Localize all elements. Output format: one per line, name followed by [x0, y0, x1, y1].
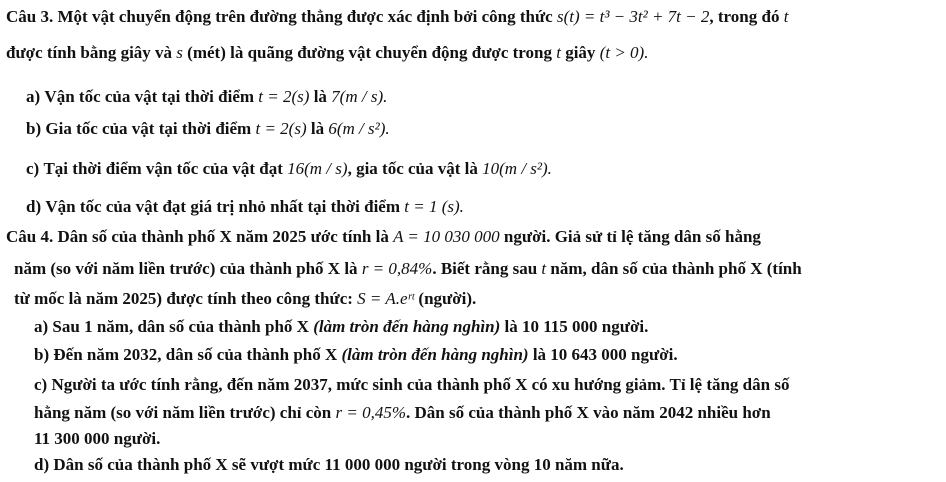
q3-item-label: c) [26, 159, 40, 178]
q3-item-mid: là [310, 119, 325, 138]
q3-condition: (t > 0). [599, 43, 649, 62]
q4-a-text2: là 10 115 000 người. [504, 317, 649, 336]
q3-item-a [26, 86, 387, 108]
q3-item-time: t = 2(s) [258, 87, 310, 106]
q4-formula: S = A.eʳᵗ [357, 289, 415, 308]
q3-item-c [26, 158, 552, 180]
q4-c-line3: 11 300 000 người. [34, 429, 161, 448]
q4-d-label: d) [34, 455, 50, 474]
q3-item-text: Gia tốc của vật tại thời điểm [45, 119, 252, 138]
q4-item-c-line-2 [34, 402, 771, 424]
q3-item-value: 7(m / s). [331, 87, 388, 106]
q4-b-text2: là 10 643 000 người. [532, 345, 678, 364]
q4-item-a [34, 316, 648, 338]
q3-label: Câu 3. [6, 7, 54, 26]
q4-c-rate: r = 0,45% [335, 403, 407, 422]
q4-item-b [34, 344, 678, 366]
q4-a-label: a) [34, 317, 49, 336]
q3-item-text: Vận tốc của vật đạt giá trị nhỏ nhất tại thời điểm [45, 197, 400, 216]
q4-b-text1: Đến năm 2032, dân số của thành phố X [53, 345, 338, 364]
q4-c-line2-a: hằng năm (so với năm liền trước) chỉ còn [34, 403, 332, 422]
q4-rate: r = 0,84% [361, 259, 433, 278]
q3-stem-text: Một vật chuyển động trên đường thẳng được xác định bởi công thức [57, 7, 553, 26]
q3-item-text: Tại thời điểm vận tốc của vật đạt [43, 159, 283, 178]
q4-b-italic: (làm tròn đến hàng nghìn) [341, 345, 529, 364]
q3-item-time: 16(m / s) [287, 159, 348, 178]
q3-stem2-a: được tính bằng giây và [6, 43, 173, 62]
q3-item-d [26, 196, 464, 218]
q4-label: Câu 4. [6, 227, 54, 246]
q4-b-label: b) [34, 345, 50, 364]
q3-item-label: b) [26, 119, 42, 138]
q4-line-3 [14, 288, 476, 310]
q4-line1-a: Dân số của thành phố X năm 2025 ước tính là [57, 227, 389, 246]
q4-item-d [34, 454, 624, 476]
q3-stem2-c: giây [565, 43, 596, 62]
q4-c-label: c) [34, 375, 48, 394]
q4-item-c-line-1 [34, 374, 789, 396]
q4-line2-b: . Biết rằng sau [432, 259, 538, 278]
q3-stem-text-b: , trong đó [709, 7, 780, 26]
q4-line3-a: từ mốc là năm 2025) được tính theo công thức: [14, 289, 353, 308]
q3-var-t: t [783, 7, 789, 26]
q4-var-t: t [541, 259, 547, 278]
q3-item-time: t = 1 (s). [404, 197, 464, 216]
q4-c-line1: Người ta ước tính rằng, đến năm 2037, mức sinh của thành phố X có xu hướng giảm. Tỉ lệ tăng dân số [51, 375, 790, 394]
q4-d-text: Dân số của thành phố X sẽ vượt mức 11 000 000 người trong vòng 10 năm nữa. [53, 455, 624, 474]
q4-line-1 [6, 226, 761, 248]
q4-line2-a: năm (so với năm liền trước) của thành phố X là [14, 259, 358, 278]
q3-formula: s(t) = t³ − 3t² + 7t − 2 [556, 7, 710, 26]
q3-item-label: d) [26, 197, 42, 216]
q3-stem-line-2 [6, 42, 648, 64]
q3-item-value: 10(m / s²). [482, 159, 552, 178]
q4-line2-c: năm, dân số của thành phố X (tính [550, 259, 802, 278]
q4-line3-b: (người). [418, 289, 477, 308]
q3-item-b [26, 118, 390, 140]
q4-item-c-line-3 [34, 428, 160, 450]
q3-item-time: t = 2(s) [255, 119, 307, 138]
q3-var-t-2: t [556, 43, 561, 62]
q3-item-label: a) [26, 87, 41, 106]
q3-item-mid: là [313, 87, 327, 106]
q3-item-text: Vận tốc của vật tại thời điểm [44, 87, 255, 106]
q4-a-italic: (làm tròn đến hàng nghìn) [313, 317, 501, 336]
q3-var-s: s [176, 43, 183, 62]
q4-c-line2-b: . Dân số của thành phố X vào năm 2042 nhiều hơn [406, 403, 771, 422]
q4-line1-b: người. Giả sử tỉ lệ tăng dân số hằng [503, 227, 761, 246]
q3-stem-line-1 [6, 6, 788, 28]
q4-a-text1: Sau 1 năm, dân số của thành phố X [52, 317, 309, 336]
q3-item-mid: , gia tốc của vật là [347, 159, 478, 178]
q4-line-2 [14, 258, 802, 280]
q4-pop: A = 10 030 000 [393, 227, 500, 246]
q3-stem2-b: (mét) là quãng đường vật chuyển động được trong [187, 43, 552, 62]
q3-item-value: 6(m / s²). [328, 119, 390, 138]
